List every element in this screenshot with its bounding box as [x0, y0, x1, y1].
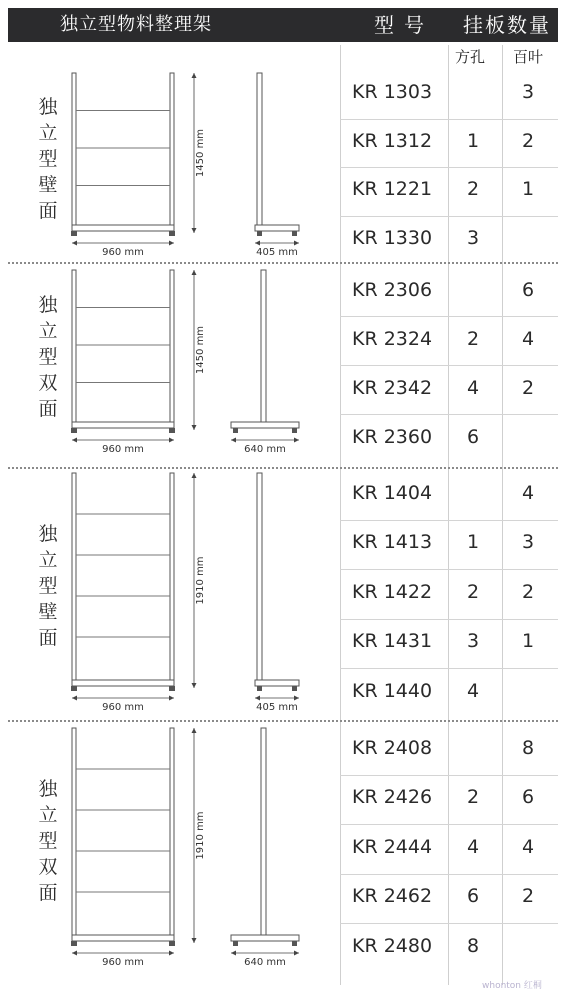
section-type-label	[36, 94, 60, 224]
model-number: KR 1404	[352, 481, 433, 504]
rack-right-post	[170, 728, 174, 943]
model-number: KR 1312	[352, 129, 433, 152]
arrow-right-icon	[169, 438, 174, 443]
row-separator	[340, 119, 558, 120]
side-post	[261, 728, 266, 935]
side-foot	[257, 231, 262, 236]
section-type-label	[36, 521, 60, 651]
square-hole-count: 1	[466, 531, 480, 554]
square-hole-count: 2	[466, 327, 480, 350]
arrow-right-icon	[294, 241, 299, 246]
depth-label: 640 mm	[244, 957, 286, 968]
arrow-left-icon	[231, 951, 236, 956]
width-label: 960 mm	[102, 247, 144, 258]
side-base	[255, 225, 299, 231]
model-number: KR 2426	[352, 786, 433, 809]
rack-foot	[169, 428, 175, 433]
side-foot	[292, 428, 297, 433]
height-label: 1910 mm	[195, 811, 206, 860]
model-number: KR 1440	[352, 679, 433, 702]
rack-foot	[71, 686, 77, 691]
rack-right-post	[170, 73, 174, 233]
rack-front-view-drawing	[66, 73, 216, 273]
page-title: 独立型物料整理架	[60, 14, 212, 35]
arrow-left-icon	[72, 438, 77, 443]
section-type-char: 壁	[38, 600, 58, 623]
square-hole-count: 2	[466, 580, 480, 603]
rack-left-post	[72, 73, 76, 233]
model-number: KR 2324	[352, 327, 433, 350]
row-separator	[340, 520, 558, 521]
section-type-char: 型	[38, 829, 58, 852]
rack-base-rail	[72, 680, 174, 686]
rack-foot	[71, 231, 77, 236]
section-type-char: 面	[38, 881, 58, 904]
arrow-left-icon	[255, 241, 260, 246]
louver-count: 2	[521, 376, 535, 399]
row-separator	[340, 216, 558, 217]
side-post	[257, 473, 262, 680]
rack-left-post	[72, 473, 76, 688]
arrow-down-icon	[192, 683, 197, 688]
louver-count: 2	[521, 580, 535, 603]
model-number: KR 1330	[352, 226, 433, 249]
header-bar	[8, 8, 558, 42]
width-label: 960 mm	[102, 702, 144, 713]
section-type-char: 独	[38, 96, 58, 118]
row-separator	[340, 824, 558, 825]
arrow-right-icon	[294, 951, 299, 956]
depth-label: 405 mm	[256, 247, 298, 258]
model-number: KR 2342	[352, 376, 433, 399]
depth-label: 640 mm	[244, 444, 286, 455]
rack-right-post	[170, 270, 174, 430]
rack-foot	[71, 428, 77, 433]
square-hole-count: 3	[466, 226, 480, 249]
model-number: KR 1221	[352, 178, 433, 201]
model-number: KR 1431	[352, 630, 433, 653]
section-type-char: 面	[38, 626, 58, 649]
column-line-square	[448, 45, 449, 985]
arrow-left-icon	[255, 696, 260, 701]
section-type-char: 型	[38, 346, 58, 368]
rack-base-rail	[72, 935, 174, 941]
arrow-right-icon	[169, 696, 174, 701]
section-type-char: 双	[38, 372, 58, 394]
arrow-right-icon	[294, 696, 299, 701]
side-foot	[292, 941, 297, 946]
louver-count: 3	[521, 81, 535, 104]
arrow-down-icon	[192, 425, 197, 430]
square-hole-subheader: 方孔	[455, 48, 486, 66]
section-type-char: 面	[38, 398, 58, 420]
arrow-right-icon	[169, 951, 174, 956]
section-type-label	[36, 776, 60, 906]
model-number: KR 2306	[352, 278, 433, 301]
row-separator	[340, 923, 558, 924]
square-hole-count: 6	[466, 425, 480, 448]
square-hole-count: 8	[466, 934, 480, 957]
row-separator	[340, 414, 558, 415]
rack-foot	[71, 941, 77, 946]
louver-count: 4	[521, 835, 535, 858]
rack-foot	[169, 231, 175, 236]
row-separator	[340, 874, 558, 875]
height-label: 1910 mm	[195, 556, 206, 605]
section-type-char: 面	[38, 200, 58, 222]
side-foot	[292, 686, 297, 691]
model-number: KR 2360	[352, 425, 433, 448]
section-type-char: 独	[38, 294, 58, 316]
section-type-char: 型	[38, 574, 58, 597]
square-hole-count: 6	[466, 885, 480, 908]
louver-subheader: 百叶	[513, 48, 544, 66]
model-number: KR 2444	[352, 835, 433, 858]
section-type-char: 立	[38, 548, 58, 571]
louver-count: 2	[521, 129, 535, 152]
arrow-up-icon	[192, 728, 197, 733]
square-hole-count: 2	[466, 786, 480, 809]
section-type-char: 壁	[38, 174, 58, 196]
side-foot	[233, 428, 238, 433]
rack-side-view-drawing	[225, 728, 315, 983]
row-separator	[340, 775, 558, 776]
side-base	[231, 935, 299, 941]
louver-count: 4	[521, 481, 535, 504]
rack-base-rail	[72, 422, 174, 428]
rack-base-rail	[72, 225, 174, 231]
arrow-left-icon	[72, 951, 77, 956]
section-type-char: 独	[38, 522, 58, 545]
louver-count: 1	[521, 178, 535, 201]
square-hole-count: 4	[466, 376, 480, 399]
square-hole-count: 2	[466, 178, 480, 201]
section-type-label	[36, 292, 60, 422]
row-separator	[340, 619, 558, 620]
section-type-char: 立	[38, 122, 58, 144]
height-label: 1450 mm	[195, 325, 206, 375]
arrow-up-icon	[192, 270, 197, 275]
rack-side-view-drawing	[225, 270, 315, 470]
rack-right-post	[170, 473, 174, 688]
row-separator	[340, 668, 558, 669]
model-column-header: 型号	[374, 13, 434, 37]
rack-foot	[169, 686, 175, 691]
row-separator	[340, 167, 558, 168]
side-post	[261, 270, 266, 422]
arrow-up-icon	[192, 473, 197, 478]
model-number: KR 2462	[352, 885, 433, 908]
louver-count: 6	[521, 278, 535, 301]
section-type-char: 立	[38, 320, 58, 342]
arrow-left-icon	[72, 696, 77, 701]
rack-side-view-drawing	[225, 473, 315, 728]
width-label: 960 mm	[102, 957, 144, 968]
arrow-down-icon	[192, 228, 197, 233]
side-foot	[233, 941, 238, 946]
rack-left-post	[72, 270, 76, 430]
rack-front-view-drawing	[66, 270, 216, 470]
louver-count: 6	[521, 786, 535, 809]
louver-count: 8	[521, 736, 535, 759]
square-hole-count: 4	[466, 835, 480, 858]
model-number: KR 1303	[352, 81, 433, 104]
row-separator	[340, 569, 558, 570]
side-foot	[257, 686, 262, 691]
rack-left-post	[72, 728, 76, 943]
column-line-model	[340, 45, 341, 985]
arrow-left-icon	[231, 438, 236, 443]
louver-count: 1	[521, 630, 535, 653]
arrow-down-icon	[192, 938, 197, 943]
model-number: KR 2408	[352, 736, 433, 759]
model-number: KR 1422	[352, 580, 433, 603]
arrow-right-icon	[169, 241, 174, 246]
section-type-char: 双	[38, 855, 58, 878]
side-base	[231, 422, 299, 428]
model-number: KR 1413	[352, 531, 433, 554]
row-separator	[340, 316, 558, 317]
rack-side-view-drawing	[225, 73, 315, 273]
section-type-char: 立	[38, 803, 58, 826]
louver-count: 3	[521, 531, 535, 554]
square-hole-count: 3	[466, 630, 480, 653]
row-separator	[340, 365, 558, 366]
height-label: 1450 mm	[195, 128, 206, 178]
square-hole-count: 4	[466, 679, 480, 702]
side-base	[255, 680, 299, 686]
model-number: KR 2480	[352, 934, 433, 957]
rack-front-view-drawing	[66, 728, 216, 983]
square-hole-count: 1	[466, 129, 480, 152]
width-label: 960 mm	[102, 444, 144, 455]
section-type-char: 型	[38, 148, 58, 170]
side-foot	[292, 231, 297, 236]
arrow-up-icon	[192, 73, 197, 78]
arrow-left-icon	[72, 241, 77, 246]
panel-quantity-header: 挂板数量	[463, 13, 551, 37]
side-post	[257, 73, 262, 225]
section-type-char: 独	[38, 777, 58, 800]
column-line-louver	[502, 45, 503, 985]
depth-label: 405 mm	[256, 702, 298, 713]
rack-front-view-drawing	[66, 473, 216, 728]
louver-count: 2	[521, 885, 535, 908]
louver-count: 4	[521, 327, 535, 350]
arrow-right-icon	[294, 438, 299, 443]
watermark: whonton 红桐	[482, 981, 542, 991]
rack-foot	[169, 941, 175, 946]
